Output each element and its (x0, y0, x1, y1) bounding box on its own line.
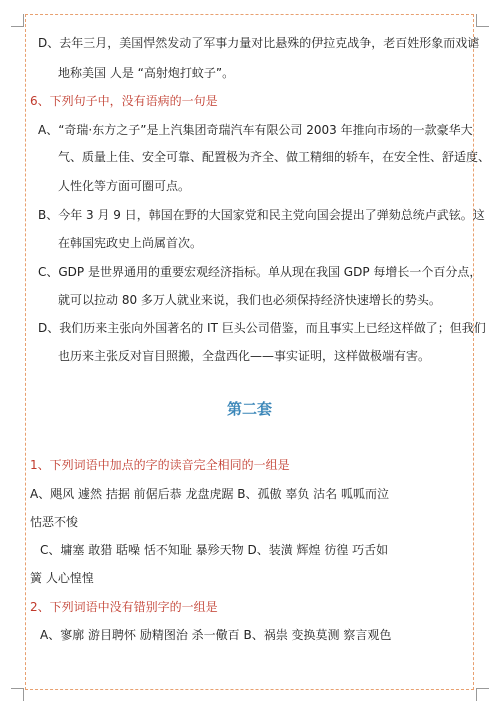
q6-option-a-line-3: 人性化等方面可圈可点。 (58, 179, 191, 193)
option-d-line-1: D、去年三月，美国悍然发动了军事力量对比悬殊的伊拉克战争，老百姓形象而戏谑 (38, 36, 480, 50)
q6-option-b-line-2: 在韩国宪政史上尚属首次。 (58, 236, 203, 250)
q6-option-a-line-1: A、“奇瑞·东方之子”是上汽集团奇瑞汽车有限公司 2003 年推向市场的一款豪华大 (38, 123, 473, 137)
q6-option-d-line-1: D、我们历来主张向外国著名的 IT 巨头公司借鉴，而且事实上已经这样做了；但我们 (38, 321, 486, 335)
q6-option-a-line-2: 气、质量上佳、安全可靠、配置极为齐全、做工精细的轿车，在安全性、舒适度、 (58, 150, 491, 164)
q6-option-c-line-1: C、GDP 是世界通用的重要宏观经济指标。单从现在我国 GDP 每增长一个百分点， (38, 265, 482, 279)
q1-options-c-d: C、墉塞 敢猎 聒噪 恬不知耻 暴殄天物 D、装潢 辉煌 彷徨 巧舌如 (40, 543, 389, 557)
crop-mark-top-left (11, 14, 24, 27)
crop-mark-bottom-right (476, 688, 489, 701)
q6-option-b-line-1: B、今年 3 月 9 日，韩国在野的大国家党和民主党向国会提出了弹劾总统卢武铉。这 (38, 208, 485, 222)
crop-mark-bottom-left (11, 688, 24, 701)
q1-option-d-continued: 簧 人心惶惶 (30, 571, 94, 585)
crop-mark-top-right (476, 14, 489, 27)
section-title: 第二套 (227, 400, 273, 418)
q6-option-d-line-2: 也历来主张反对盲目照搬，全盘西化——事实证明，这样做极端有害。 (58, 349, 431, 363)
question-2: 2、下列词语中没有错别字的一组是 (30, 600, 218, 614)
question-1: 1、下列词语中加点的字的读音完全相同的一组是 (30, 458, 290, 472)
q2-options-a-b: A、寥廓 游目聘怀 励精图治 杀一儆百 B、祸祟 变换莫测 察言观色 (40, 628, 392, 642)
q1-options-a-b: A、飓风 遽然 拮据 前倨后恭 龙盘虎踞 B、孤傲 辜负 沽名 呱呱而泣 (30, 487, 389, 501)
q1-option-b-continued: 怙恶不悛 (30, 515, 79, 529)
option-d-line-2: 地称美国 人是 “高射炮打蚊子”。 (58, 66, 235, 80)
q6-option-c-line-2: 就可以拉动 80 多万人就业来说，我们也必须保持经济快速增长的势头。 (58, 293, 441, 307)
question-6: 6、下列句子中，没有语病的一句是 (30, 94, 218, 108)
